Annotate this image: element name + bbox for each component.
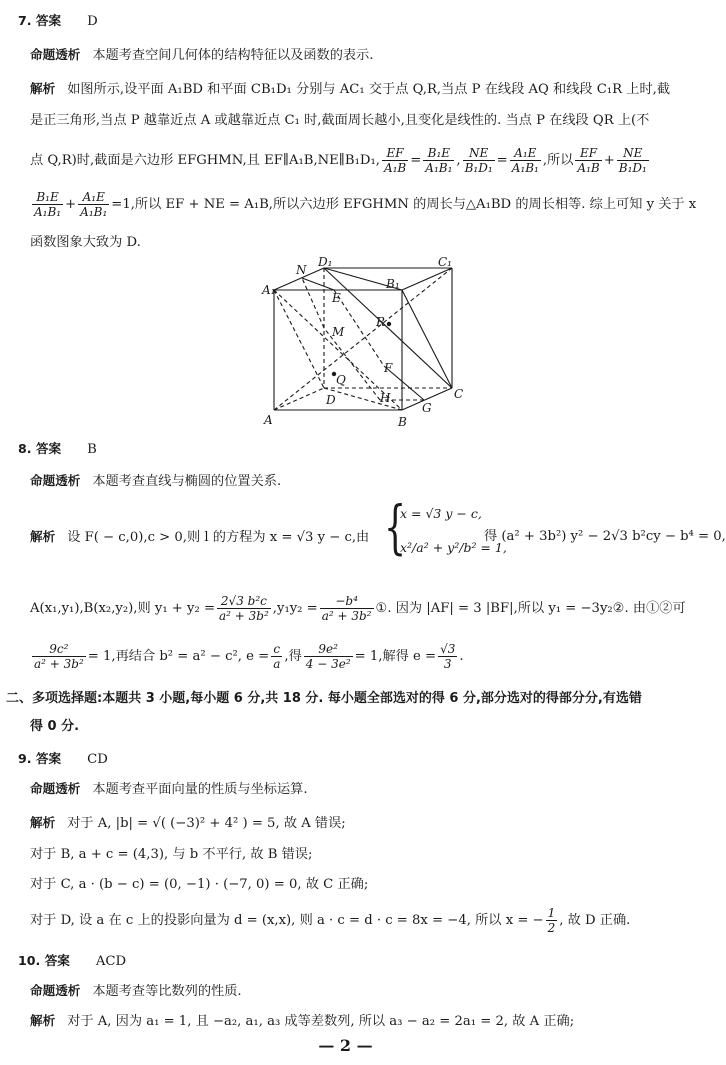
q9-text-d-a: 对于 D, 设 a 在 c 上的投影向量为 d = (x,x), 则 a · c = d · c = 8x = −4, 所以 x = − [30,913,544,928]
q7-analysis-line1 [30,80,691,99]
q10-intent [30,982,691,1001]
q7-analysis-line5: 函数图象大致为 D. [30,235,141,250]
q9-intent [30,780,691,799]
q7-text3b: ,所以 [542,153,574,168]
q7-header [18,12,691,31]
q8-frac4 [271,642,282,671]
q7-answer: D [87,14,98,29]
q8-frac1-num: 2√3 b²c [217,594,271,609]
q10-answer: ACD [95,954,127,969]
q8-system-row2: x²/a² + y²/b² = 1, [400,540,507,555]
q9-text-d-b: , 故 D 正确. [559,913,631,928]
q7-frac8-den: A₁B₁ [80,205,108,219]
q8-header [18,440,691,459]
q8-text2a: A(x₁,y₁),B(x₂,y₂),则 y₁ + y₂ = [30,601,216,616]
q10-intent-label: 命题透析 [30,983,81,998]
q10-intent-text: 本题考查等比数列的性质. [92,984,242,999]
q8-text3a: = 1,再结合 b² = a² − c², e = [87,649,270,664]
q7-frac1-den: A₁B [383,161,407,175]
q8-frac6-den: 3 [443,657,452,671]
q8-frac3 [32,642,86,671]
q8-text2b: ,y₁y₂ = [272,601,318,616]
diag-a1d [274,290,324,388]
q7-frac7 [32,190,63,219]
diag-ac1 [274,268,452,410]
q7-frac1 [382,146,408,175]
q9-analysis-c: 对于 C, a · (b − c) = (0, −1) · (−7, 0) = 0, 故 C 正确; [30,877,369,892]
q7-intent-text: 本题考查空间几何体的结构特征以及函数的表示. [92,48,374,63]
q7-frac3-num: NE [463,146,495,161]
q7-frac2 [423,146,454,175]
q7-frac2-den: A₁B₁ [425,161,453,175]
q7-analysis-line3: 点 Q,R)时,截面是六边形 EFGHMN,且 EF∥A₁B,NE∥B₁D₁, $\frac{EF}{\text{A₁B}}$ = $\frac{\text{B₁E}}{\text{A₁B₁}}$ , $\frac{NE}{\text{B₁D₁}}$ = $\frac{\text{A₁E}}{\text{A₁B₁}}$ ,所以 $\frac{EF}{\text{A₁B}}$ + $\frac{NE}{\text{B₁D₁}}$ [30,146,647,175]
label-n: N [296,263,307,277]
q7-frac7-num: B₁E [32,190,63,205]
label-e: E [332,291,341,305]
q8-frac2-den: a² + 3b² [321,609,372,623]
q7-intent-label: 命题透析 [30,47,81,62]
q7-frac2-num: B₁E [423,146,454,161]
q8-frac3-den: a² + 3b² [34,657,84,671]
q8-frac3-num: 9c² [32,642,86,657]
q9-text-a: 对于 A, |b| = √( (−3)² + 4² ) = 5, 故 A 错误; [67,816,346,831]
q7-cube-figure [262,255,472,438]
q8-system-brace: { [384,493,407,561]
edge-ad [274,388,324,410]
q8-analysis-line2 [30,592,691,626]
q9-header [18,750,691,769]
q8-frac6 [438,642,457,671]
q7-answer-tag: 7. 答案 [18,13,62,28]
label-a1: A₁ [262,283,276,297]
section2-title: 二、多项选择题:本题共 3 小题,每小题 6 分,共 18 分. 每小题全部选对的得 6 分,部分选对的得部分分,有选错 [6,691,642,706]
q8-analysis-label: 解析 [30,529,56,544]
q8-text3b: ,得 [284,649,302,664]
q8-text2c: ①. 因为 |AF| = 3 |BF|,所以 y₁ = −3y₂②. 由①②可 [375,601,686,616]
q7-analysis-line2: 是正三角形,当点 P 越靠近点 A 或越靠近点 C₁ 时,截面周长越小,且变化是线性的. 当点 P 在线段 QR 上(不 [30,113,650,128]
q7-text3a: 点 Q,R)时,截面是六边形 EFGHMN,且 EF∥A₁B,NE∥B₁D₁, [30,153,380,168]
q7-frac5-den: A₁B [577,161,600,175]
q7-frac4 [510,146,541,175]
q8-frac1 [217,594,271,623]
label-d1: D₁ [318,255,333,269]
q7-frac5-num: EF [575,146,601,161]
q10-header [18,952,691,971]
q7-frac1-num: EF [382,146,408,161]
q7-frac6-num: NE [617,146,649,161]
q8-answer-tag: 8. 答案 [18,441,62,456]
q7-frac6 [617,146,649,175]
label-b1: B₁ [386,277,400,291]
q7-intent [30,46,691,65]
q7-frac6-den: B₁D₁ [618,161,647,175]
section2-title-cont: 得 0 分. [30,719,80,734]
label-d: D [326,393,336,407]
q9-answer: CD [87,752,108,767]
q7-frac8 [78,190,109,219]
label-r: R [376,315,386,329]
q8-system-row1: x = √3 y − c, [400,506,482,521]
q7-frac8-num: A₁E [78,190,109,205]
q9-analysis-d [30,904,691,938]
q9-frac-den: 2 [547,921,556,935]
q9-frac [546,906,558,935]
q8-text3c: = 1,解得 e = [354,649,437,664]
q9-frac-num: 1 [547,906,556,920]
q7-frac5 [575,146,601,175]
q7-text4: =1,所以 EF + NE = A₁B,所以六边形 EFGHMN 的周长与△A₁BD 的周长相等. 综上可知 y 关于 x [111,197,697,212]
label-b: B [398,415,407,429]
label-g: G [422,401,432,415]
label-h: H [380,391,391,405]
q9-answer-tag: 9. 答案 [18,751,62,766]
label-a: A [264,413,273,427]
q9-intent-label: 命题透析 [30,781,81,796]
q7-analysis-line4: $\frac{\text{B₁E}}{\text{A₁B₁}}$ + $\frac{\text{A₁E}}{\text{A₁B₁}}$ =1,所以 EF + NE = A₁B,所以六边形 EFGHMN 的周长与△A₁BD 的周长相等. 综上可知 y 关于 x [34,190,697,219]
q9-analysis-b: 对于 B, a + c = (4,3), 与 b 不平行, 故 B 错误; [30,847,313,862]
q8-intent [30,472,691,491]
label-m: M [332,325,345,339]
q9-analysis-a [30,814,691,833]
q8-frac4-num: c [271,642,282,657]
label-c1: C₁ [438,255,452,269]
q8-frac5-den: 4 − 3e² [305,657,351,671]
label-c: C [454,387,464,401]
label-q: Q [336,373,346,387]
page-number: — 2 — [318,1036,373,1055]
q8-intent-text: 本题考查直线与椭圆的位置关系. [92,474,282,489]
q8-frac6-num: √3 [440,642,456,656]
q8-intent-label: 命题透析 [30,473,81,488]
q10-analysis-a [30,1012,691,1031]
q7-analysis-label: 解析 [30,81,56,96]
label-f: F [384,361,393,375]
q8-text1b: 得 (a² + 3b²) y² − 2√3 b²cy − b⁴ = 0, [484,529,726,544]
q7-analysis-text1: 如图所示,设平面 A₁BD 和平面 CB₁D₁ 分别与 AC₁ 交于点 Q,R,当点 P 在线段 AQ 和线段 C₁R 上时,截 [67,82,671,97]
point-r [387,322,391,326]
q8-text3d: . [459,649,464,664]
q8-analysis-line3 [30,640,691,674]
q7-frac4-den: A₁B₁ [511,161,539,175]
q8-frac1-den: a² + 3b² [219,609,269,623]
q8-text1a: 设 F( − c,0),c > 0,则 l 的方程为 x = √3 y − c,由 [67,530,370,545]
q8-frac4-den: a [273,657,281,671]
q9-analysis-label: 解析 [30,815,56,830]
q9-intent-text: 本题考查平面向量的性质与坐标运算. [92,782,308,797]
diag-b1c [402,290,452,388]
q7-frac7-den: A₁B₁ [34,205,62,219]
q7-frac3-den: B₁D₁ [464,161,493,175]
q8-frac5-num: 9e² [304,642,353,657]
q10-text-a: 对于 A, 因为 a₁ = 1, 且 −a₂, a₁, a₃ 成等差数列, 所以 a₃ − a₂ = 2a₁ = 2, 故 A 正确; [67,1014,575,1029]
q8-frac2-num: −b⁴ [320,594,374,609]
q7-frac4-num: A₁E [510,146,541,161]
q10-analysis-label: 解析 [30,1013,56,1028]
edge-b1c1 [402,268,452,290]
q8-answer: B [87,442,97,457]
q10-answer-tag: 10. 答案 [18,953,70,968]
q8-frac5 [304,642,353,671]
q8-frac2 [320,594,374,623]
q7-frac3 [463,146,495,175]
